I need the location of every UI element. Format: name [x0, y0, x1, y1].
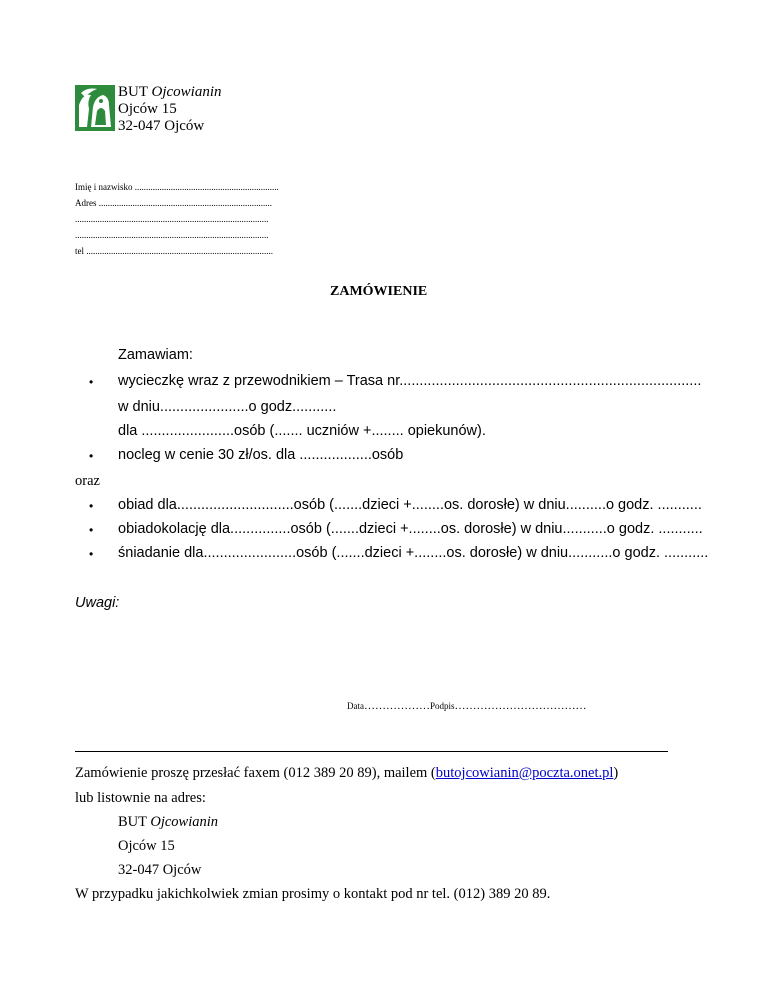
bullet-icon: •: [89, 449, 94, 463]
order-trip-people: dla .......................osób (....... uczniów +........ opiekunów).: [118, 423, 486, 439]
name-field[interactable]: Imię i nazwisko ................................................................: [75, 182, 279, 192]
header-org-name: BUT Ojcowianin: [118, 84, 222, 100]
divider: [75, 751, 668, 752]
order-dinner: obiad dla.............................osób (.......dzieci +........os. dorosłe) w dniu..........o godz. ...........: [118, 497, 702, 513]
signature-dots: ………………………………: [454, 700, 587, 712]
footer-org-name: BUT Ojcowianin: [118, 814, 219, 830]
footer-send-instructions: Zamówienie proszę przesłać faxem (012 389 20 89), mailem (butojcowianin@poczta.onet.pl): [75, 765, 619, 781]
signature-line[interactable]: [347, 696, 587, 714]
order-intro: Zamawiam:: [118, 347, 193, 363]
header-address-line1: Ojców 15: [118, 101, 177, 117]
signature-label: Podpis: [430, 701, 455, 711]
address-field-line3[interactable]: ......................................................................................: [75, 230, 269, 240]
header-address-line2: 32-047 Ojców: [118, 118, 205, 134]
date-label: Data: [347, 701, 364, 711]
email-link[interactable]: butojcowianin@poczta.onet.pl: [435, 765, 614, 781]
date-dots: ………………: [364, 700, 430, 712]
order-trip-date: w dniu......................o godz...........: [118, 399, 337, 415]
page-title: ZAMÓWIENIE: [330, 284, 428, 299]
bullet-icon: •: [89, 547, 94, 561]
organization-logo: [75, 85, 115, 131]
address-field-line2[interactable]: ......................................................................................: [75, 214, 269, 224]
bullet-icon: •: [89, 523, 94, 537]
footer-contact-note: W przypadku jakichkolwiek zmian prosimy o kontakt pod nr tel. (012) 389 20 89.: [75, 886, 551, 902]
order-lodging: nocleg w cenie 30 zł/os. dla ..................osób: [118, 447, 404, 463]
address-field[interactable]: Adres .............................................................................: [75, 198, 272, 208]
remarks-label: Uwagi:: [75, 595, 120, 611]
footer-address-line1: Ojców 15: [118, 838, 175, 854]
oraz-label: oraz: [75, 473, 100, 489]
footer-by-mail: lub listownie na adres:: [75, 790, 206, 806]
bullet-icon: •: [89, 375, 94, 389]
order-dinner-supper: obiadokolację dla...............osób (.......dzieci +........os. dorosłe) w dniu...........o godz. ...........: [118, 521, 703, 537]
phone-field[interactable]: tel ...................................................................................: [75, 246, 273, 256]
footer-address-line2: 32-047 Ojców: [118, 862, 202, 878]
bullet-icon: •: [89, 499, 94, 513]
order-trip: wycieczkę wraz z przewodnikiem – Trasa nr...........................................................................: [118, 373, 702, 389]
order-breakfast: śniadanie dla.......................osób (.......dzieci +........os. dorosłe) w dniu...........o godz. ...........: [118, 545, 709, 561]
